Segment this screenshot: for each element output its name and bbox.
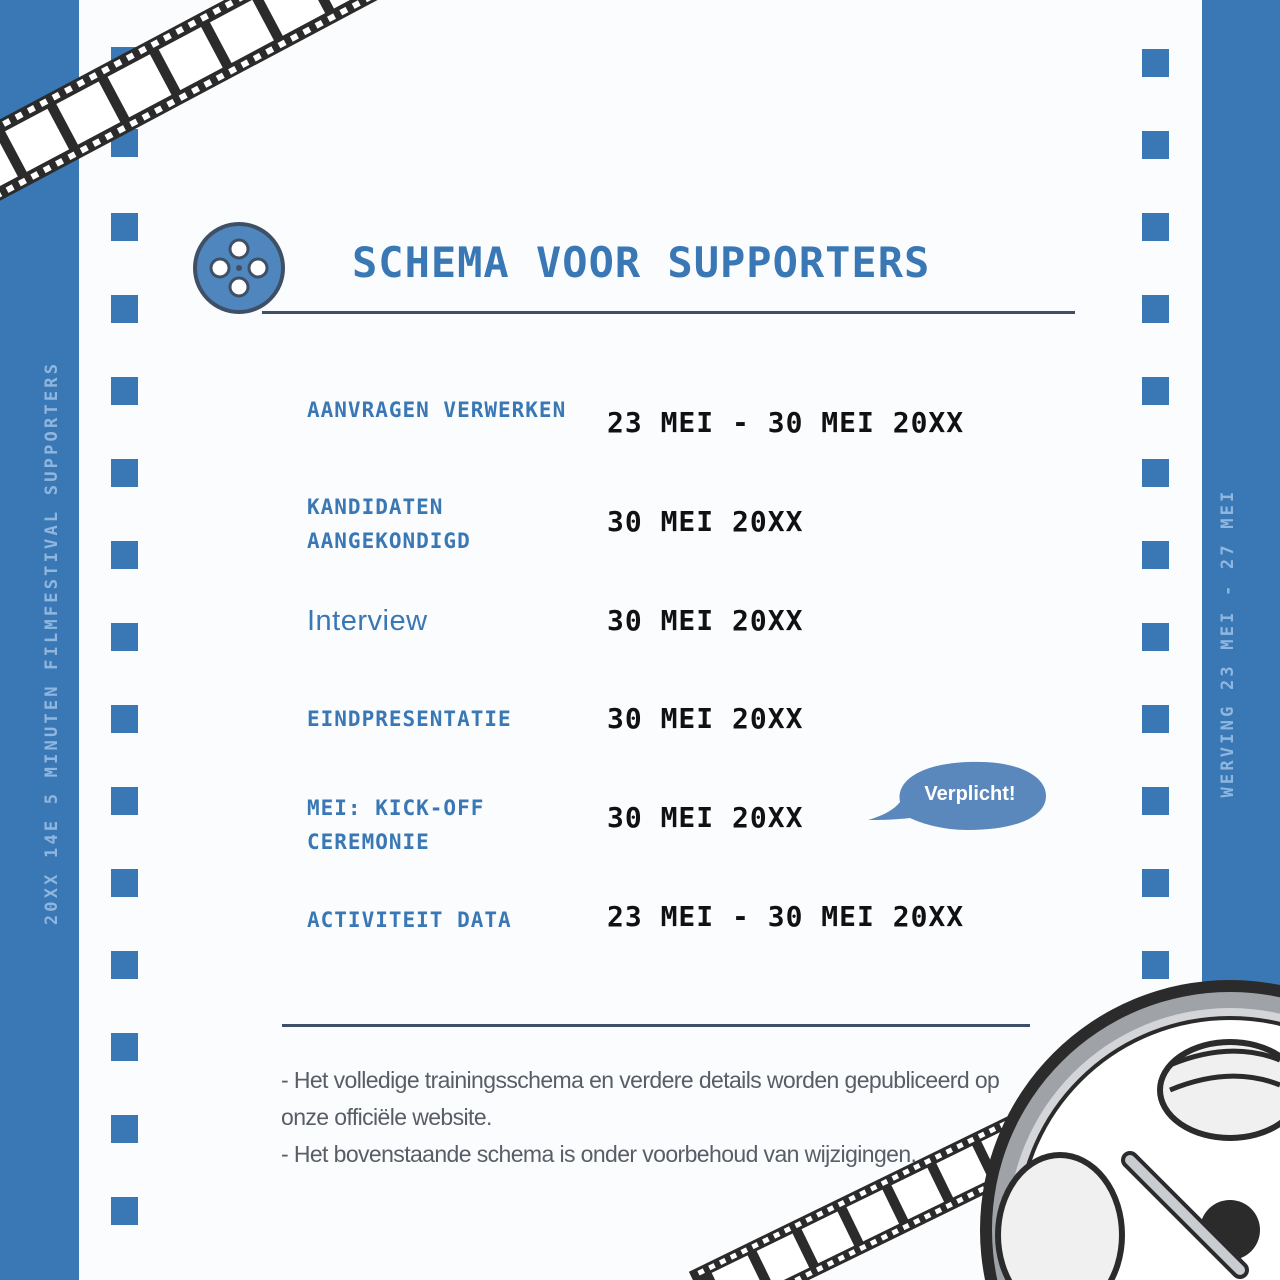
left-vertical-caption: 20XX 14E 5 MINUTEN FILMFESTIVAL SUPPORTERS bbox=[42, 360, 62, 926]
schedule-date: 23 MEI - 30 MEI 20XX bbox=[607, 900, 965, 933]
schedule-label: ACTIVITEIT DATA bbox=[307, 908, 512, 932]
page-title: SCHEMA VOOR SUPPORTERS bbox=[352, 238, 931, 287]
bubble-label: Verplicht! bbox=[924, 783, 1016, 805]
schedule-date: 30 MEI 20XX bbox=[607, 801, 804, 834]
note-line: - Het bovenstaande schema is onder voorbehoud van wijzigingen. bbox=[281, 1141, 917, 1167]
schedule-date: 30 MEI 20XX bbox=[607, 702, 804, 735]
footer-divider bbox=[282, 1024, 1030, 1027]
schedule-label: Interview bbox=[307, 605, 428, 637]
schedule-label: MEI: KICK-OFF CEREMONIE bbox=[307, 796, 485, 854]
footer-notes bbox=[281, 1062, 1041, 1173]
film-strip-icon bbox=[0, 0, 582, 220]
film-reel-icon bbox=[190, 219, 290, 319]
schedule-label: AANVRAGEN VERWERKEN bbox=[307, 398, 567, 422]
schedule-label: EINDPRESENTATIE bbox=[307, 707, 512, 731]
title-divider bbox=[262, 311, 1075, 314]
schedule-date: 23 MEI - 30 MEI 20XX bbox=[607, 406, 965, 439]
schedule-date: 30 MEI 20XX bbox=[607, 604, 804, 637]
note-line: - Het volledige trainingsschema en verdere details worden gepubliceerd op onze officiële website. bbox=[281, 1067, 1000, 1130]
schedule-date: 30 MEI 20XX bbox=[607, 505, 804, 538]
right-vertical-caption: WERVING 23 MEI - 27 MEI bbox=[1218, 488, 1238, 798]
schedule-label: KANDIDATEN AANGEKONDIGD bbox=[307, 495, 471, 553]
